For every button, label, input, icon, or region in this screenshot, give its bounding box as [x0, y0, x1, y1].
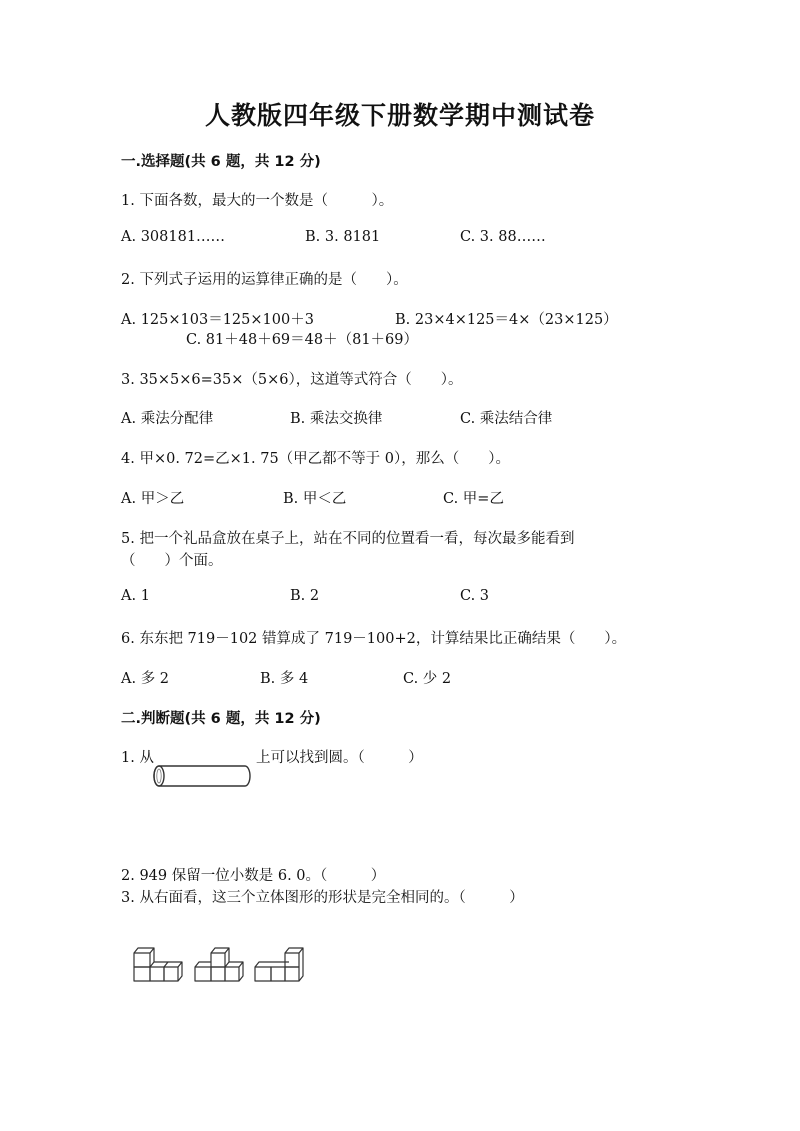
question-2-option-c: C. 81＋48＋69＝48＋（81＋69）: [186, 332, 418, 348]
question-1-stem: 1. 下面各数，最大的一个数是（ ）。: [121, 193, 394, 209]
solid-figure-1: [130, 945, 184, 985]
question-1-option-a: A. 308181……: [121, 229, 226, 245]
question-1-option-c: C. 3. 88……: [460, 229, 546, 245]
question-3-stem: 3. 35×5×6=35×（5×6），这道等式符合（ ）。: [121, 372, 463, 388]
question-3-option-b: B. 乘法交换律: [290, 411, 383, 427]
question-4-option-a: A. 甲＞乙: [121, 491, 185, 507]
question-2-stem: 2. 下列式子运用的运算律正确的是（ ）。: [121, 272, 408, 288]
question-2-option-b: B. 23×4×125＝4×（23×125）: [395, 312, 618, 328]
question-6-option-a: A. 多 2: [121, 671, 170, 687]
question-6-option-b: B. 多 4: [260, 671, 309, 687]
question-2-option-a: A. 125×103＝125×100＋3: [121, 312, 314, 328]
question-5-option-a: A. 1: [121, 588, 150, 604]
question-5-stem-line2: （ ）个面。: [121, 553, 223, 569]
solid-figure-3: [251, 945, 305, 985]
cylinder-figure: [152, 764, 252, 788]
page-title: 人教版四年级下册数学期中测试卷: [204, 101, 595, 130]
solid-figure-2: [191, 945, 245, 985]
question-5-option-b: B. 2: [290, 588, 320, 604]
judgement-1-suffix: 上可以找到圆。（ ）: [256, 750, 423, 766]
judgement-2-stem: 2. 949 保留一位小数是 6. 0。（ ）: [121, 868, 386, 884]
judgement-1-prefix: 1. 从: [121, 750, 154, 766]
section-heading-judgement: 二.判断题(共 6 题，共 12 分): [121, 711, 321, 727]
question-5-stem-line1: 5. 把一个礼品盒放在桌子上，站在不同的位置看一看，每次最多能看到: [121, 531, 575, 547]
question-5-option-c: C. 3: [460, 588, 490, 604]
question-3-option-c: C. 乘法结合律: [460, 411, 553, 427]
question-4-option-c: C. 甲=乙: [443, 491, 504, 507]
question-4-option-b: B. 甲＜乙: [283, 491, 347, 507]
question-6-option-c: C. 少 2: [403, 671, 452, 687]
section-heading-choice: 一.选择题(共 6 题，共 12 分): [121, 154, 321, 170]
question-1-option-b: B. 3. 8181: [305, 229, 381, 245]
judgement-3-stem: 3. 从右面看，这三个立体图形的形状是完全相同的。（ ）: [121, 890, 524, 906]
question-4-stem: 4. 甲×0. 72=乙×1. 75（甲乙都不等于 0），那么（ ）。: [121, 451, 511, 467]
question-6-stem: 6. 东东把 719－102 错算成了 719－100+2，计算结果比正确结果（ ）。: [121, 631, 627, 647]
question-3-option-a: A. 乘法分配律: [121, 411, 214, 427]
